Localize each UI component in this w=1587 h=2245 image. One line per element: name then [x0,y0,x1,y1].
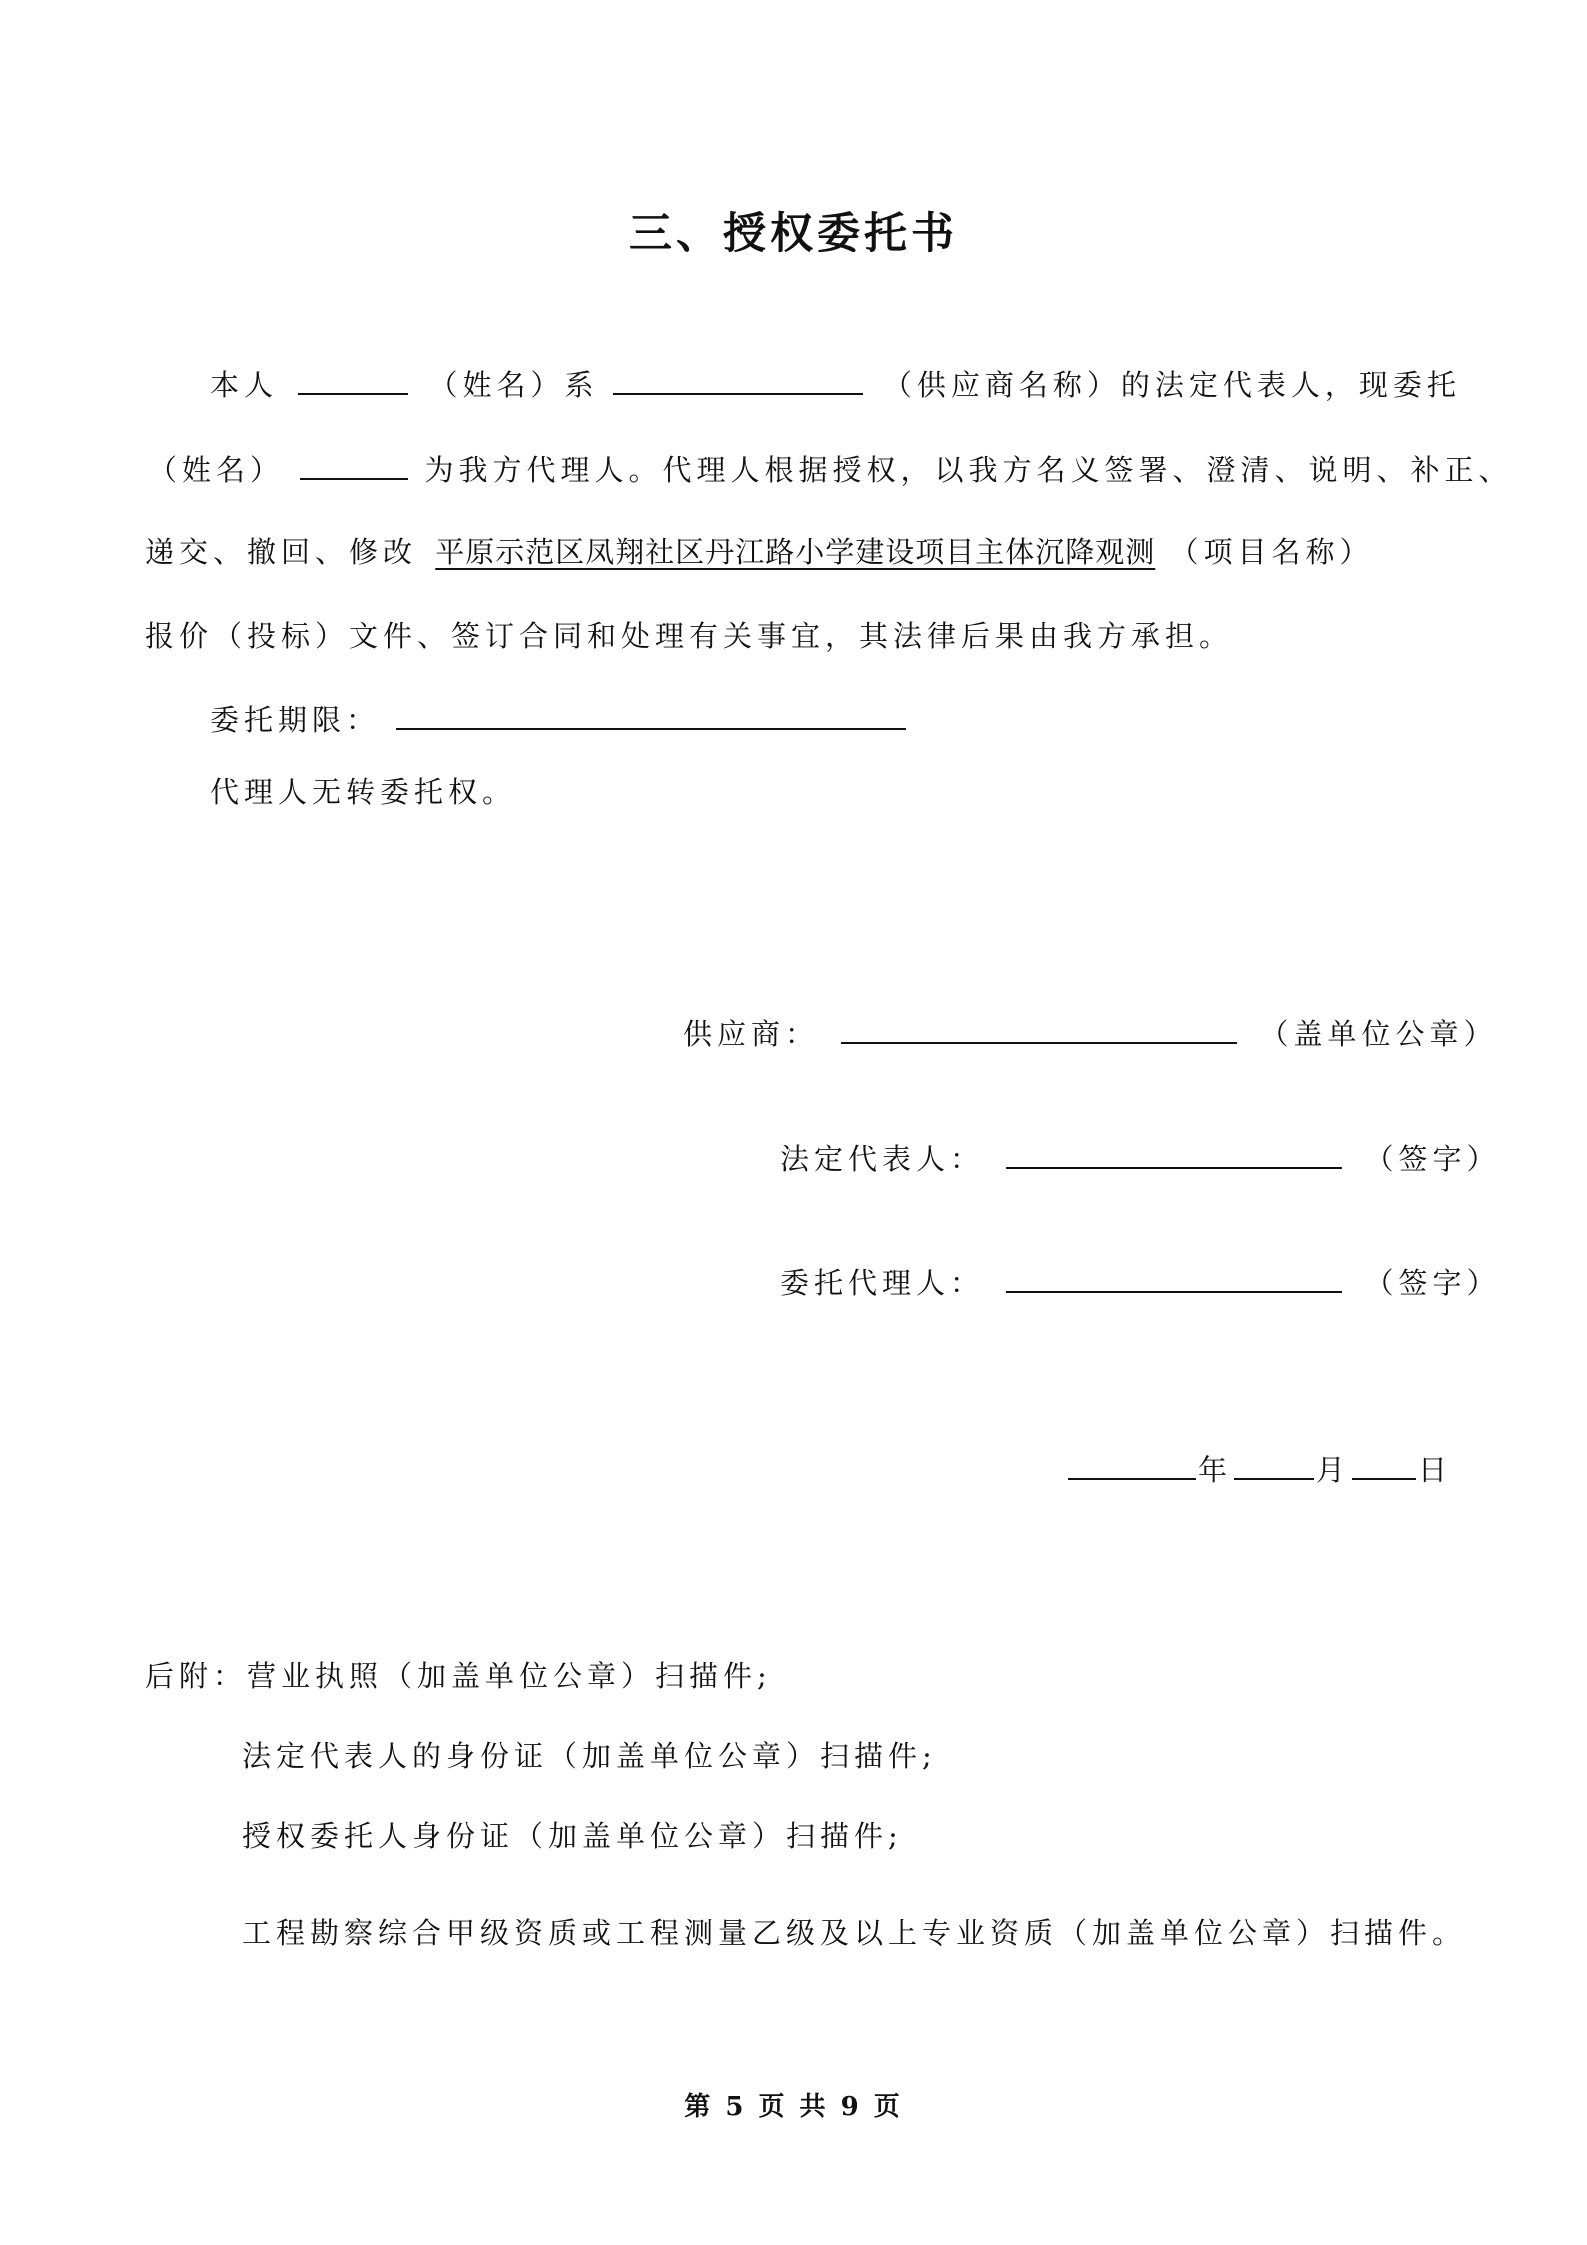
text-segment: （姓名） [148,453,285,487]
month-label: 月 [1316,1453,1351,1487]
agent-label: 委托代理人： [780,1266,985,1300]
day-blank[interactable] [1352,1448,1416,1480]
para-line-4 [145,616,1233,656]
page-number: 第 5 页 共 9 页 [684,2092,903,2122]
supplier-label: 供应商： [683,1017,820,1051]
attachments-first-line [145,1656,772,1696]
attachment-item: 工程勘察综合甲级资质或工程测量乙级及以上专业资质（加盖单位公章）扫描件。 [242,1916,1467,1950]
project-name: 平原示范区凤翔社区丹江路小学建设项目主体沉降观测 [435,535,1156,569]
para-line-2 [148,448,1512,490]
legal-rep-label: 法定代表人： [780,1142,985,1176]
agent-signature-line [780,1261,1500,1303]
term-blank[interactable] [396,698,906,730]
day-label: 日 [1418,1453,1453,1487]
para-line-1 [210,363,1461,405]
name-blank[interactable] [298,363,408,395]
supplier-name-blank[interactable] [613,363,863,395]
year-label: 年 [1198,1453,1233,1487]
term-label: 委托期限： [210,703,381,737]
text-segment: （姓名）系 [428,368,599,402]
agent-name-blank[interactable] [300,448,408,480]
legal-rep-sign-blank[interactable] [1006,1137,1342,1169]
text-segment: （项目名称） [1169,535,1374,569]
supplier-seal-blank[interactable] [841,1012,1237,1044]
term-line [210,698,912,740]
text-segment: 为我方代理人。代理人根据授权，以我方名义签署、澄清、说明、补正、 [424,453,1513,487]
text-segment: （供应商名称）的法定代表人，现委托 [882,368,1461,402]
supplier-note: （盖单位公章） [1259,1017,1498,1051]
legal-rep-signature-line [780,1137,1500,1179]
agent-sign-blank[interactable] [1006,1261,1342,1293]
year-blank[interactable] [1068,1448,1196,1480]
month-blank[interactable] [1234,1448,1314,1480]
legal-rep-note: （签字） [1364,1142,1501,1176]
attachment-item: 营业执照（加盖单位公章）扫描件; [247,1659,772,1693]
attachments-label: 后附： [145,1659,248,1693]
text-segment: 递交、撤回、修改 [145,535,418,569]
date-line [1068,1448,1452,1490]
no-transfer-note: 代理人无转委托权。 [210,775,517,809]
supplier-signature-line [683,1012,1497,1054]
attachment-item: 法定代表人的身份证（加盖单位公章）扫描件; [242,1739,937,1773]
agent-note: （签字） [1364,1266,1501,1300]
attachment-item: 授权委托人身份证（加盖单位公章）扫描件; [242,1819,903,1853]
text-segment: 本人 [210,368,279,402]
document-title: 三、授权委托书 [629,209,958,259]
para-line-3 [145,532,1373,572]
text-segment: 报价（投标）文件、签订合同和处理有关事宜，其法律后果由我方承担。 [145,619,1234,653]
